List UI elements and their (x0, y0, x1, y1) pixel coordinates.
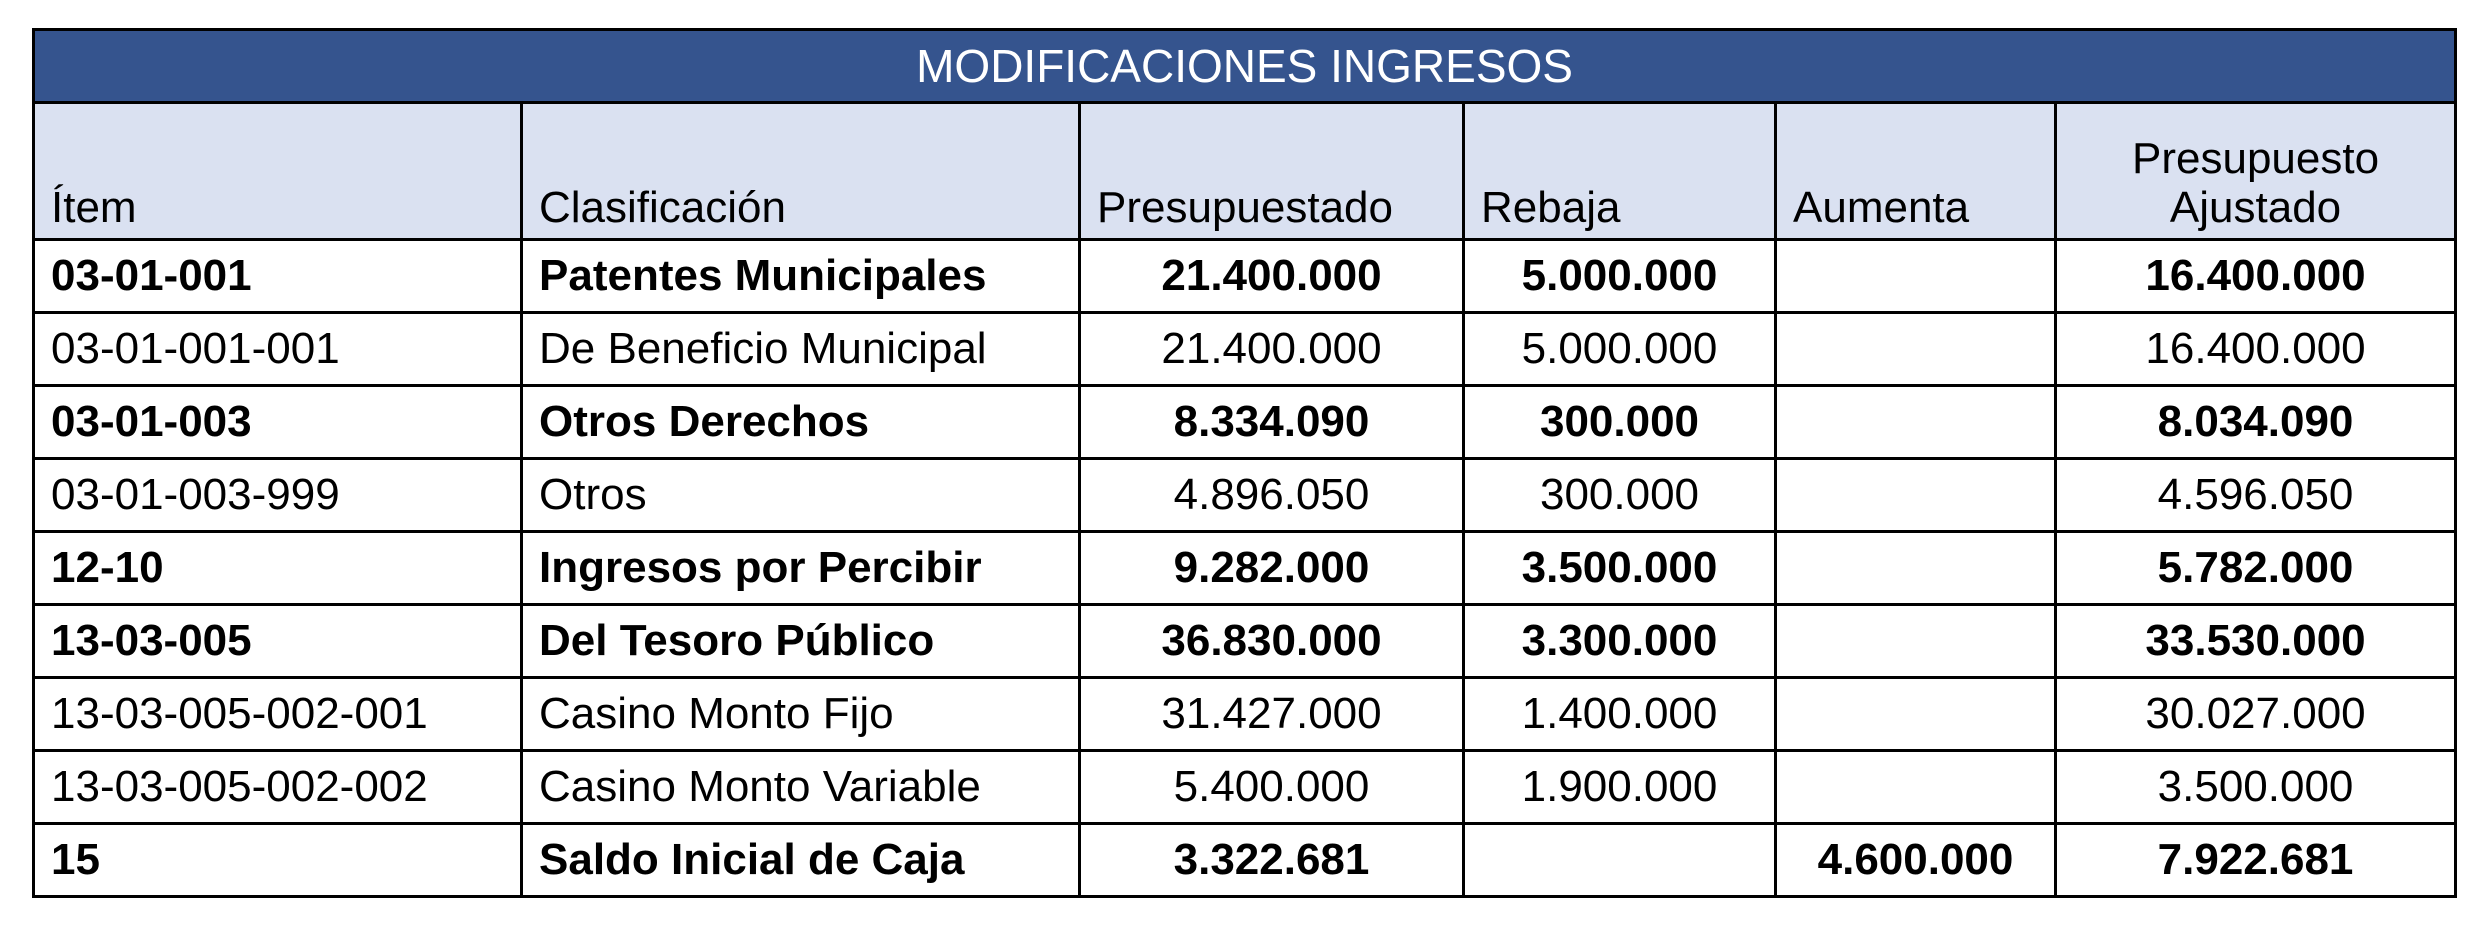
cell-presupuestado: 21.400.000 (1080, 240, 1464, 313)
cell-clasificacion: Saldo Inicial de Caja (522, 824, 1080, 897)
header-ajustado-line2: Ajustado (2169, 182, 2342, 232)
cell-presupuestado: 4.896.050 (1080, 459, 1464, 532)
cell-aumenta (1776, 751, 2056, 824)
budget-sheet (32, 28, 2454, 898)
cell-rebaja: 5.000.000 (1464, 313, 1776, 386)
cell-presupuesto-ajustado: 4.596.050 (2056, 459, 2456, 532)
cell-presupuesto-ajustado: 16.400.000 (2056, 240, 2456, 313)
header-item: Ítem (34, 103, 522, 240)
table-row (34, 605, 2456, 678)
cell-presupuestado: 3.322.681 (1080, 824, 1464, 897)
cell-rebaja: 1.900.000 (1464, 751, 1776, 824)
cell-item: 13-03-005 (34, 605, 522, 678)
cell-rebaja: 3.300.000 (1464, 605, 1776, 678)
cell-presupuestado: 5.400.000 (1080, 751, 1464, 824)
cell-item: 03-01-003 (34, 386, 522, 459)
table-row (34, 459, 2456, 532)
cell-clasificacion: Otros (522, 459, 1080, 532)
table-title: MODIFICACIONES INGRESOS (34, 30, 2456, 103)
cell-presupuestado: 36.830.000 (1080, 605, 1464, 678)
cell-presupuesto-ajustado: 30.027.000 (2056, 678, 2456, 751)
table-row (34, 386, 2456, 459)
cell-aumenta (1776, 532, 2056, 605)
header-clasificacion: Clasificación (522, 103, 1080, 240)
cell-item: 13-03-005-002-001 (34, 678, 522, 751)
table-row (34, 240, 2456, 313)
cell-clasificacion: Casino Monto Variable (522, 751, 1080, 824)
table-title-row (34, 30, 2456, 103)
header-presupuesto-ajustado (2056, 103, 2456, 240)
cell-clasificacion: Patentes Municipales (522, 240, 1080, 313)
table-row (34, 313, 2456, 386)
cell-aumenta: 4.600.000 (1776, 824, 2056, 897)
cell-item: 03-01-001-001 (34, 313, 522, 386)
cell-rebaja: 300.000 (1464, 386, 1776, 459)
cell-presupuestado: 31.427.000 (1080, 678, 1464, 751)
table-row (34, 532, 2456, 605)
ingresos-table (32, 28, 2457, 898)
header-aumenta: Aumenta (1776, 103, 2056, 240)
cell-aumenta (1776, 605, 2056, 678)
cell-clasificacion: Casino Monto Fijo (522, 678, 1080, 751)
cell-aumenta (1776, 313, 2056, 386)
table-row (34, 824, 2456, 897)
cell-item: 13-03-005-002-002 (34, 751, 522, 824)
cell-rebaja: 1.400.000 (1464, 678, 1776, 751)
cell-clasificacion: De Beneficio Municipal (522, 313, 1080, 386)
cell-presupuesto-ajustado: 8.034.090 (2056, 386, 2456, 459)
cell-rebaja: 3.500.000 (1464, 532, 1776, 605)
cell-item: 15 (34, 824, 522, 897)
cell-presupuestado: 9.282.000 (1080, 532, 1464, 605)
cell-presupuesto-ajustado: 7.922.681 (2056, 824, 2456, 897)
cell-presupuesto-ajustado: 33.530.000 (2056, 605, 2456, 678)
cell-presupuestado: 21.400.000 (1080, 313, 1464, 386)
cell-clasificacion: Otros Derechos (522, 386, 1080, 459)
table-body (34, 240, 2456, 897)
cell-presupuesto-ajustado: 3.500.000 (2056, 751, 2456, 824)
cell-item: 03-01-003-999 (34, 459, 522, 532)
cell-aumenta (1776, 459, 2056, 532)
cell-rebaja (1464, 824, 1776, 897)
header-presupuestado: Presupuestado (1080, 103, 1464, 240)
header-rebaja: Rebaja (1464, 103, 1776, 240)
cell-aumenta (1776, 240, 2056, 313)
table-header-row (34, 103, 2456, 240)
cell-item: 12-10 (34, 532, 522, 605)
cell-presupuesto-ajustado: 16.400.000 (2056, 313, 2456, 386)
table-row (34, 751, 2456, 824)
cell-rebaja: 5.000.000 (1464, 240, 1776, 313)
cell-presupuestado: 8.334.090 (1080, 386, 1464, 459)
cell-item: 03-01-001 (34, 240, 522, 313)
cell-clasificacion: Del Tesoro Público (522, 605, 1080, 678)
header-ajustado-line1: Presupuesto (2132, 134, 2380, 184)
table-row (34, 678, 2456, 751)
cell-presupuesto-ajustado: 5.782.000 (2056, 532, 2456, 605)
cell-clasificacion: Ingresos por Percibir (522, 532, 1080, 605)
cell-rebaja: 300.000 (1464, 459, 1776, 532)
cell-aumenta (1776, 386, 2056, 459)
cell-aumenta (1776, 678, 2056, 751)
